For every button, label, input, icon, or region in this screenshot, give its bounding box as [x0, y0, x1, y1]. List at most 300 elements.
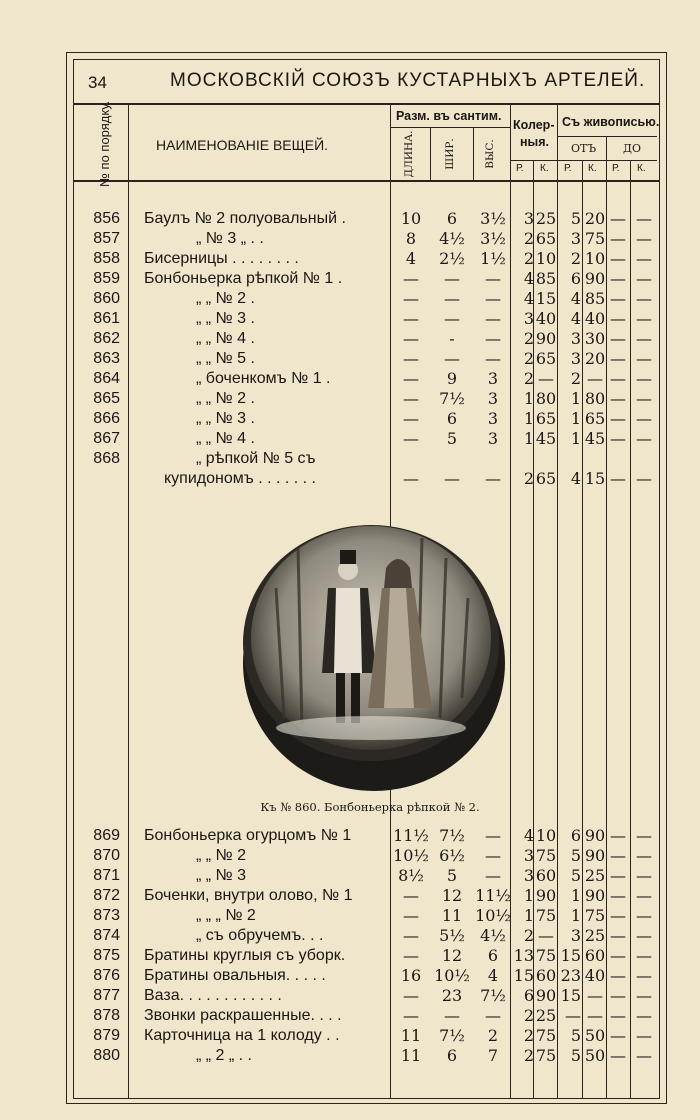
- cell-tr: —: [610, 289, 626, 308]
- cell-cr: 15: [513, 966, 534, 985]
- cell-hgt: 3: [487, 389, 499, 408]
- cell-wid: 5½: [439, 926, 465, 945]
- cell-len: 10½: [393, 846, 429, 865]
- cell-tk: —: [636, 409, 652, 428]
- cell-tk: —: [636, 906, 652, 925]
- cell-tr: —: [610, 389, 626, 408]
- cell-len: 8: [405, 229, 417, 248]
- table-row: [0, 249, 700, 269]
- table-row: [0, 349, 700, 369]
- page-number: 34: [88, 73, 107, 92]
- col-line-len: [430, 128, 431, 180]
- cell-hgt: 7½: [480, 986, 506, 1005]
- cell-hgt: 7: [487, 1046, 499, 1065]
- cell-tr: —: [610, 1006, 626, 1025]
- cell-wid: 9: [446, 369, 458, 388]
- cell-name: „ № 3 „ . .: [196, 230, 264, 247]
- cell-len: —: [403, 269, 419, 288]
- page-title: МОСКОВСКІЙ СОЮЗЪ КУСТАРНЫХЪ АРТЕЛЕЙ.: [170, 70, 646, 91]
- cell-fk: 75: [584, 229, 606, 248]
- cell-tk: —: [636, 946, 652, 965]
- cell-name: Бисерницы . . . . . . . .: [144, 250, 299, 267]
- table-row: [0, 369, 700, 389]
- table-row: [0, 1046, 700, 1066]
- cell-fr: 2: [570, 249, 581, 268]
- cell-hgt: 3½: [480, 229, 506, 248]
- cell-num: 875: [93, 947, 120, 964]
- cell-tk: —: [636, 826, 652, 845]
- cell-ck: 65: [535, 349, 557, 368]
- snow-ground: [276, 716, 466, 740]
- cell-len: 11: [400, 1026, 422, 1045]
- cell-tr: —: [610, 866, 626, 885]
- cell-fr: 5: [570, 866, 581, 885]
- cell-wid: 5: [446, 429, 458, 448]
- name-column-header: НАИМЕНОВАНІЕ ВЕЩЕЙ.: [156, 137, 329, 153]
- size-header-rule: [390, 127, 510, 128]
- cell-len: —: [403, 309, 419, 328]
- cell-fk: —: [587, 369, 603, 388]
- cell-ck: 25: [535, 209, 557, 228]
- cell-len: —: [403, 469, 419, 488]
- cell-hgt: 1½: [480, 249, 506, 268]
- cell-name: „ „ № 2 .: [196, 290, 255, 307]
- cell-len: —: [403, 349, 419, 368]
- cell-fk: 85: [584, 289, 606, 308]
- cell-ck: 65: [535, 469, 557, 488]
- cell-tk: —: [636, 1046, 652, 1065]
- cell-name: „ „ „ № 2: [196, 907, 256, 924]
- cell-hgt: —: [485, 329, 501, 348]
- cell-len: —: [403, 289, 419, 308]
- cell-ck: 60: [535, 866, 557, 885]
- cell-name: Братины круглыя съ уборк.: [144, 947, 346, 964]
- table-row: [0, 409, 700, 429]
- cell-fr: 3: [570, 349, 581, 368]
- cell-tk: —: [636, 309, 652, 328]
- cell-fk: 40: [584, 309, 606, 328]
- cell-num: 874: [93, 927, 120, 944]
- cell-cr: 6: [523, 986, 534, 1005]
- width-column-header: ШИР.: [444, 138, 456, 170]
- cell-hgt: 3: [487, 409, 499, 428]
- cell-len: —: [403, 986, 419, 1005]
- cell-num: 856: [93, 210, 120, 227]
- table-row: [0, 1006, 700, 1026]
- cell-name: „ „ № 3: [196, 867, 247, 884]
- cell-ck: 75: [535, 906, 557, 925]
- cell-fk: 90: [584, 826, 606, 845]
- cell-fr: 1: [570, 389, 581, 408]
- cell-wid: 12: [441, 946, 463, 965]
- to-rub-header: Р.: [612, 163, 620, 174]
- cell-cr: 2: [523, 1006, 534, 1025]
- cell-fk: 90: [584, 886, 606, 905]
- cell-tr: —: [610, 209, 626, 228]
- cell-name: Звонки раскрашенные. . . .: [144, 1007, 342, 1024]
- cell-cr: 2: [523, 369, 534, 388]
- cell-cr: 3: [523, 209, 534, 228]
- cell-num: 879: [93, 1027, 120, 1044]
- cell-name: „ рѣпкой № 5 съ: [196, 450, 316, 467]
- cell-name: „ „ № 5 .: [196, 350, 255, 367]
- cell-fr: 3: [570, 329, 581, 348]
- cell-fk: 90: [584, 846, 606, 865]
- cell-name: Бонбоньерка рѣпкой № 1 .: [144, 270, 343, 287]
- cell-hgt: —: [485, 826, 501, 845]
- cell-cr: 3: [523, 846, 534, 865]
- cell-fr: 5: [570, 1046, 581, 1065]
- cell-fk: 20: [584, 209, 606, 228]
- cell-name: „ съ обручемъ. . .: [196, 927, 324, 944]
- cell-tr: —: [610, 429, 626, 448]
- cell-num: 870: [93, 847, 120, 864]
- table-row: [0, 966, 700, 986]
- cell-ck: 85: [535, 269, 557, 288]
- table-row: [0, 826, 700, 846]
- table-row: [0, 269, 700, 289]
- cell-fk: 40: [584, 966, 606, 985]
- cell-name: „ „ № 4 .: [196, 430, 255, 447]
- table-row: [0, 309, 700, 329]
- cell-fk: 80: [584, 389, 606, 408]
- cell-cr: 1: [523, 906, 534, 925]
- colored-kop-header: К.: [540, 163, 549, 174]
- illustration-caption: Къ № 860. Бонбоньерка рѣпкой № 2.: [260, 800, 480, 814]
- cell-num: 862: [93, 330, 120, 347]
- cell-cr: 1: [523, 429, 534, 448]
- cell-num: 857: [93, 230, 120, 247]
- cell-tk: —: [636, 289, 652, 308]
- cell-wid: 23: [441, 986, 463, 1005]
- table-row: [0, 846, 700, 866]
- cell-ck: 40: [535, 309, 557, 328]
- cell-tk: —: [636, 1026, 652, 1045]
- cell-wid: 12: [441, 886, 463, 905]
- cell-cr: 2: [523, 329, 534, 348]
- cell-hgt: 11½: [475, 886, 511, 905]
- cell-wid: 11: [441, 906, 463, 925]
- bonbonniere-illustration: [236, 498, 506, 798]
- cell-fr: 4: [570, 289, 581, 308]
- cell-fk: 60: [584, 946, 606, 965]
- cell-num: 863: [93, 350, 120, 367]
- cell-cr: 4: [523, 826, 534, 845]
- cell-tr: —: [610, 369, 626, 388]
- cell-fr: 1: [570, 409, 581, 428]
- cell-tr: —: [610, 846, 626, 865]
- cell-hgt: 2: [487, 1026, 499, 1045]
- cell-num: 865: [93, 390, 120, 407]
- col-line-wid: [473, 128, 474, 180]
- cell-ck: 80: [535, 389, 557, 408]
- cell-num: 864: [93, 370, 120, 387]
- painted-header-rule: [557, 136, 657, 137]
- cell-tr: —: [610, 986, 626, 1005]
- cell-tr: —: [610, 886, 626, 905]
- cell-fr: 5: [570, 1026, 581, 1045]
- cell-wid: 7½: [439, 826, 465, 845]
- table-row: [0, 449, 700, 469]
- table-row: [0, 866, 700, 886]
- from-kop-header: К.: [588, 163, 597, 174]
- cell-len: 10: [400, 209, 422, 228]
- cell-wid: -: [449, 329, 455, 348]
- table-row: [0, 209, 700, 229]
- cell-fk: 15: [584, 469, 606, 488]
- cell-tr: —: [610, 229, 626, 248]
- cell-tk: —: [636, 269, 652, 288]
- cell-ck: 90: [535, 986, 557, 1005]
- table-row: [0, 906, 700, 926]
- cell-len: 4: [405, 249, 417, 268]
- cell-cr: 4: [523, 289, 534, 308]
- cell-wid: —: [444, 1006, 460, 1025]
- cell-num: 869: [93, 827, 120, 844]
- cell-ck: 65: [535, 409, 557, 428]
- painted-column-header: Съ живописью.: [562, 115, 660, 129]
- cell-ck: —: [538, 926, 554, 945]
- cell-name: „ „ № 2: [196, 847, 247, 864]
- cell-len: —: [403, 329, 419, 348]
- cell-fr: 15: [560, 986, 581, 1005]
- cell-fk: 90: [584, 269, 606, 288]
- cell-name: Карточница на 1 колоду . .: [144, 1027, 340, 1044]
- cell-ck: 90: [535, 329, 557, 348]
- cell-hgt: 4: [487, 966, 499, 985]
- cell-name: „ боченкомъ № 1 .: [196, 370, 331, 387]
- cell-hgt: 3: [487, 429, 499, 448]
- cell-hgt: —: [485, 1006, 501, 1025]
- cell-len: 16: [400, 966, 422, 985]
- cell-tk: —: [636, 249, 652, 268]
- cell-cr: 3: [523, 866, 534, 885]
- cell-tk: —: [636, 329, 652, 348]
- cell-name: „ „ № 2 .: [196, 390, 255, 407]
- cell-name: Ваза. . . . . . . . . . . .: [144, 987, 282, 1004]
- cell-num: 873: [93, 907, 120, 924]
- cell-cr: 2: [523, 926, 534, 945]
- cell-tk: —: [636, 429, 652, 448]
- cell-fk: —: [587, 1006, 603, 1025]
- cell-cr: 1: [523, 409, 534, 428]
- table-row: [0, 946, 700, 966]
- cell-num: 871: [93, 867, 120, 884]
- cell-ck: 75: [535, 1026, 557, 1045]
- cell-ck: 75: [535, 1046, 557, 1065]
- cell-wid: 6: [446, 209, 458, 228]
- cell-ck: 75: [535, 946, 557, 965]
- cell-wid: —: [444, 269, 460, 288]
- cell-hgt: 3: [487, 369, 499, 388]
- cell-tr: —: [610, 249, 626, 268]
- cell-ck: 15: [535, 289, 557, 308]
- cell-hgt: —: [485, 469, 501, 488]
- cell-name: купидономъ . . . . . . .: [164, 470, 316, 487]
- table-row: [0, 469, 700, 489]
- cell-fk: 10: [584, 249, 606, 268]
- cell-len: —: [403, 429, 419, 448]
- cell-hgt: 3½: [480, 209, 506, 228]
- cell-ck: 75: [535, 846, 557, 865]
- cell-len: 11½: [393, 826, 429, 845]
- from-column-header: ОТЪ: [571, 142, 597, 155]
- cell-len: —: [403, 886, 419, 905]
- cell-hgt: —: [485, 866, 501, 885]
- cell-hgt: —: [485, 269, 501, 288]
- cell-tr: —: [610, 1026, 626, 1045]
- table-row: [0, 986, 700, 1006]
- cell-name: „ „ № 3 .: [196, 410, 255, 427]
- cell-cr: 4: [523, 269, 534, 288]
- cell-cr: 2: [523, 349, 534, 368]
- title-rule: [73, 103, 660, 105]
- cell-num: 880: [93, 1047, 120, 1064]
- cell-len: —: [403, 409, 419, 428]
- cell-wid: —: [444, 289, 460, 308]
- cell-num: 858: [93, 250, 120, 267]
- cell-cr: 2: [523, 249, 534, 268]
- cell-fr: 15: [560, 946, 581, 965]
- cell-fr: 5: [570, 846, 581, 865]
- cell-wid: —: [444, 349, 460, 368]
- cell-hgt: —: [485, 289, 501, 308]
- height-column-header: ВЫС.: [484, 139, 496, 169]
- cell-tk: —: [636, 349, 652, 368]
- cell-num: 877: [93, 987, 120, 1004]
- cell-hgt: —: [485, 846, 501, 865]
- cell-fr: 23: [560, 966, 581, 985]
- cell-ck: 10: [535, 249, 557, 268]
- cell-fk: 75: [584, 906, 606, 925]
- cell-fk: 65: [584, 409, 606, 428]
- cell-wid: 5: [446, 866, 458, 885]
- cell-ck: 65: [535, 229, 557, 248]
- cell-name: „ „ 2 „ . .: [196, 1047, 252, 1064]
- cell-fr: 4: [570, 309, 581, 328]
- cell-len: —: [403, 369, 419, 388]
- cell-len: —: [403, 389, 419, 408]
- table-row: [0, 389, 700, 409]
- cell-cr: 13: [513, 946, 534, 965]
- cell-num: 867: [93, 430, 120, 447]
- cell-name: Братины овальныя. . . . .: [144, 967, 326, 984]
- cell-num: 859: [93, 270, 120, 287]
- cell-fr: 1: [570, 906, 581, 925]
- cell-fr: 5: [570, 209, 581, 228]
- cell-tr: —: [610, 349, 626, 368]
- table-row: [0, 229, 700, 249]
- cell-fk: —: [587, 986, 603, 1005]
- cell-tk: —: [636, 866, 652, 885]
- colored-column-header-2: ныя.: [520, 135, 549, 149]
- cell-fk: 25: [584, 866, 606, 885]
- size-column-header: Разм. въ сантим.: [396, 109, 502, 123]
- cell-num: 861: [93, 310, 120, 327]
- from-rub-header: Р.: [564, 163, 572, 174]
- cell-fk: 50: [584, 1026, 606, 1045]
- cell-cr: 1: [523, 389, 534, 408]
- cell-name: „ „ № 4 .: [196, 330, 255, 347]
- cell-num: 860: [93, 290, 120, 307]
- cell-num: 866: [93, 410, 120, 427]
- cell-tk: —: [636, 986, 652, 1005]
- table-row: [0, 329, 700, 349]
- cell-tr: —: [610, 1046, 626, 1065]
- cell-tk: —: [636, 886, 652, 905]
- cell-len: —: [403, 946, 419, 965]
- cell-cr: 2: [523, 1026, 534, 1045]
- cell-fr: 1: [570, 429, 581, 448]
- table-row: [0, 926, 700, 946]
- cell-cr: 2: [523, 1046, 534, 1065]
- cell-num: 876: [93, 967, 120, 984]
- cell-wid: 6: [446, 1046, 458, 1065]
- cell-num: 878: [93, 1007, 120, 1024]
- cell-wid: 7½: [439, 1026, 465, 1045]
- cell-ck: 90: [535, 886, 557, 905]
- header-bottom-rule: [73, 180, 660, 182]
- cell-name: Баулъ № 2 полуовальный .: [144, 210, 346, 227]
- cell-fk: 45: [584, 429, 606, 448]
- cell-tk: —: [636, 846, 652, 865]
- cell-fr: 1: [570, 886, 581, 905]
- cell-hgt: 6: [487, 946, 499, 965]
- colored-rub-header: Р.: [516, 163, 524, 174]
- cell-tk: —: [636, 1006, 652, 1025]
- cell-tr: —: [610, 926, 626, 945]
- colored-column-header-1: Колер-: [513, 118, 555, 132]
- cell-tk: —: [636, 966, 652, 985]
- cell-name: Боченки, внутри олово, № 1: [144, 887, 353, 904]
- cell-fr: 3: [570, 926, 581, 945]
- cell-fr: —: [565, 1006, 581, 1025]
- cell-ck: 60: [535, 966, 557, 985]
- cell-tr: —: [610, 906, 626, 925]
- cell-cr: 3: [523, 309, 534, 328]
- cell-ck: —: [538, 369, 554, 388]
- cell-hgt: —: [485, 349, 501, 368]
- cell-cr: 2: [523, 469, 534, 488]
- cell-tk: —: [636, 469, 652, 488]
- cell-fk: 20: [584, 349, 606, 368]
- cell-wid: 2½: [439, 249, 465, 268]
- cell-num: 872: [93, 887, 120, 904]
- cell-name: „ „ № 3 .: [196, 310, 255, 327]
- cell-tk: —: [636, 389, 652, 408]
- to-column-header: ДО: [623, 142, 641, 155]
- cell-tr: —: [610, 329, 626, 348]
- cell-name: Бонбоньерка огурцомъ № 1: [144, 827, 352, 844]
- cell-tr: —: [610, 946, 626, 965]
- cell-fk: 50: [584, 1046, 606, 1065]
- cell-wid: —: [444, 469, 460, 488]
- cell-fr: 2: [570, 369, 581, 388]
- no-column-header: № по порядку.: [97, 100, 112, 188]
- cell-fr: 6: [570, 826, 581, 845]
- cell-tr: —: [610, 966, 626, 985]
- cell-tr: —: [610, 469, 626, 488]
- cell-tr: —: [610, 269, 626, 288]
- cell-len: —: [403, 926, 419, 945]
- cell-tr: —: [610, 826, 626, 845]
- to-kop-header: К.: [637, 163, 646, 174]
- cell-num: 868: [93, 450, 120, 467]
- cell-len: 8½: [398, 866, 424, 885]
- cell-len: —: [403, 906, 419, 925]
- cell-wid: 6: [446, 409, 458, 428]
- table-row: [0, 429, 700, 449]
